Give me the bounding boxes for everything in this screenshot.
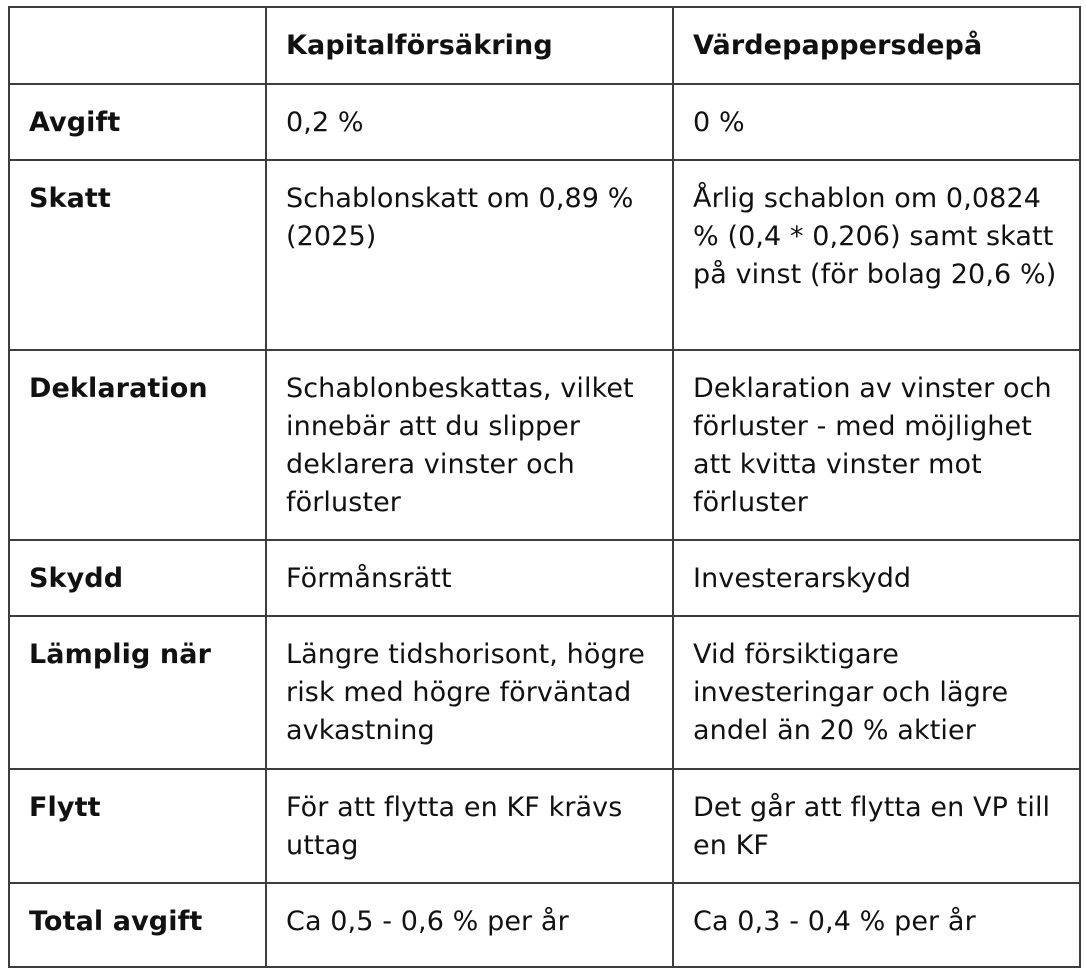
row-label: Flytt bbox=[9, 769, 266, 883]
cell-vardepappersdepa: Vid försiktigare investeringar och lägre andel än 20 % aktier bbox=[673, 616, 1080, 769]
cell-vardepappersdepa: Deklaration av vinster och förluster - med möjlighet att kvitta vinster mot förluster bbox=[673, 350, 1080, 540]
row-label: Total avgift bbox=[9, 883, 266, 967]
cell-kapitalforsakring: 0,2 % bbox=[266, 84, 673, 160]
header-empty-cell bbox=[9, 7, 266, 84]
cell-vardepappersdepa: Årlig schablon om 0,0824 % (0,4 * 0,206) samt skatt på vinst (för bolag 20,6 %) bbox=[673, 160, 1080, 350]
table-row-deklaration bbox=[9, 350, 1080, 540]
cell-kapitalforsakring: Ca 0,5 - 0,6 % per år bbox=[266, 883, 673, 967]
cell-kapitalforsakring: För att flytta en KF krävs uttag bbox=[266, 769, 673, 883]
table-row-skatt bbox=[9, 160, 1080, 350]
row-label: Lämplig när bbox=[9, 616, 266, 769]
table-header-row bbox=[9, 7, 1080, 84]
row-label: Skatt bbox=[9, 160, 266, 350]
header-vardepappersdepa: Värdepappersdepå bbox=[673, 7, 1080, 84]
cell-vardepappersdepa: Ca 0,3 - 0,4 % per år bbox=[673, 883, 1080, 967]
cell-vardepappersdepa: Investerarskydd bbox=[673, 540, 1080, 616]
cell-kapitalforsakring: Förmånsrätt bbox=[266, 540, 673, 616]
cell-vardepappersdepa: Det går att flytta en VP till en KF bbox=[673, 769, 1080, 883]
table-row-avgift bbox=[9, 84, 1080, 160]
table-row-skydd bbox=[9, 540, 1080, 616]
cell-kapitalforsakring: Schablonbeskattas, vilket innebär att du slipper deklarera vinster och förluster bbox=[266, 350, 673, 540]
row-label: Skydd bbox=[9, 540, 266, 616]
row-label: Deklaration bbox=[9, 350, 266, 540]
header-kapitalforsakring: Kapitalförsäkring bbox=[266, 7, 673, 84]
cell-kapitalforsakring: Längre tidshorisont, högre risk med högre förväntad avkastning bbox=[266, 616, 673, 769]
table-row-total-avgift bbox=[9, 883, 1080, 967]
cell-kapitalforsakring: Schablonskatt om 0,89 % (2025) bbox=[266, 160, 673, 350]
cell-vardepappersdepa: 0 % bbox=[673, 84, 1080, 160]
table-row-flytt bbox=[9, 769, 1080, 883]
comparison-table bbox=[8, 6, 1081, 968]
table-row-lamplig-nar bbox=[9, 616, 1080, 769]
row-label: Avgift bbox=[9, 84, 266, 160]
